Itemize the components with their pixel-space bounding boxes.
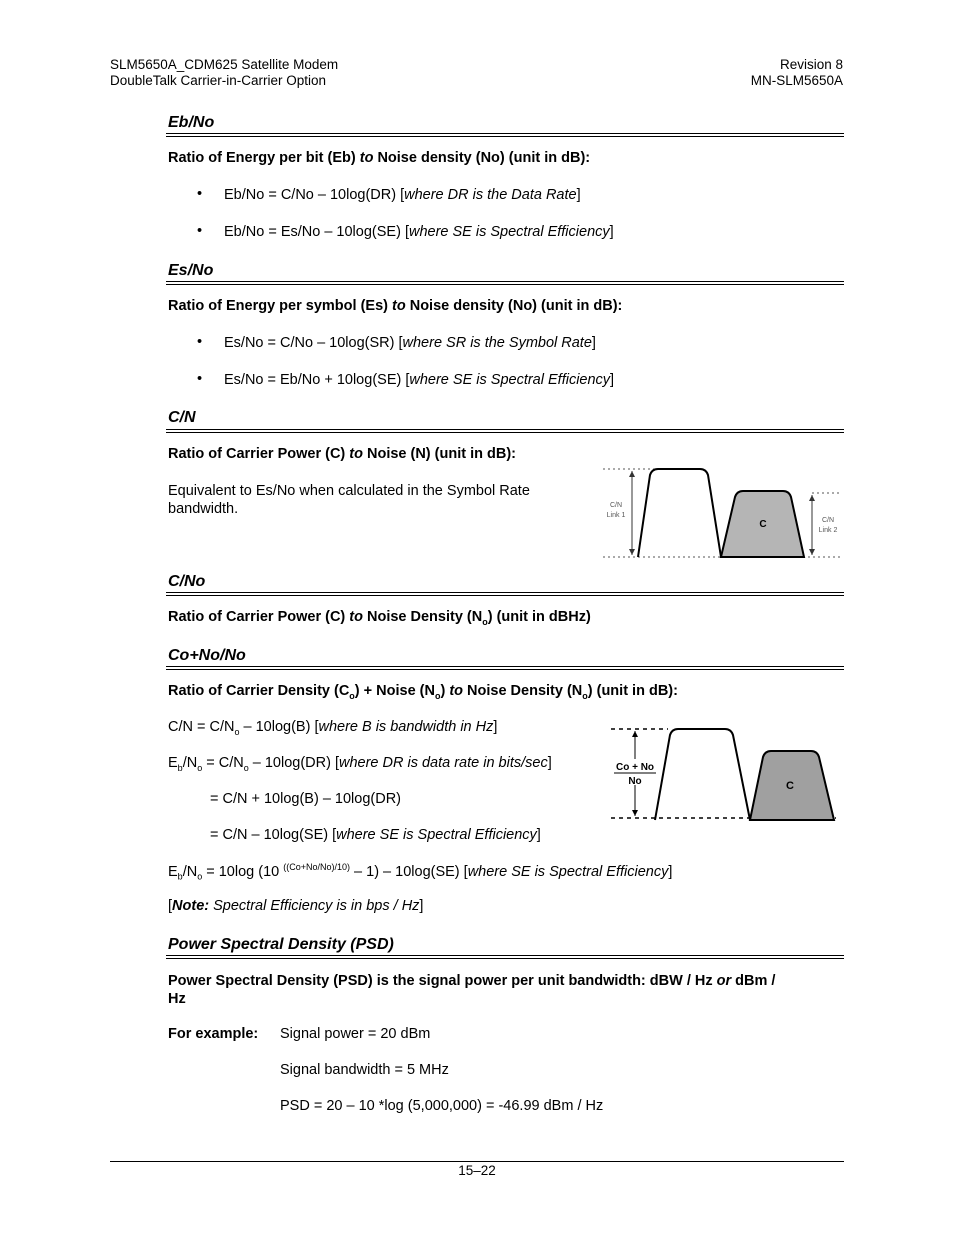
- header-doc-subtitle: DoubleTalk Carrier-in-Carrier Option: [110, 73, 327, 88]
- psd-sub-c: Hz: [168, 991, 186, 1007]
- ebno-b1-b: ]: [576, 187, 581, 203]
- psd-example-3: PSD = 20 – 10 *log (5,000,000) = -46.99 dBm / Hz: [280, 1098, 604, 1114]
- eq5-c: = 10log (10: [202, 863, 284, 880]
- conono-sub-o1: o: [349, 690, 355, 701]
- conono-sub-to: to: [449, 683, 464, 699]
- eq4-it: where SE is Spectral Efficiency: [336, 827, 537, 843]
- ebno-subtitle: [168, 150, 590, 166]
- psd-sub-a: Power Spectral Density (PSD) is the signal power per unit bandwidth: dBW / Hz: [168, 973, 717, 989]
- cn-link1-label-line1: C/N: [609, 502, 623, 509]
- cno-subtitle-sub: o: [482, 616, 488, 627]
- cno-subtitle-b: Noise Density (N: [362, 609, 483, 625]
- cno-subtitle: [168, 609, 591, 627]
- psd-title: Power Spectral Density (PSD): [168, 936, 394, 953]
- eq5-e: ]: [668, 863, 673, 880]
- header-revision: Revision 8: [779, 57, 843, 72]
- ebno-bullet-1: [224, 187, 581, 203]
- ebno-b2-b: ]: [609, 224, 614, 240]
- psd-title-rule: [166, 955, 844, 959]
- psd-example-1: Signal power = 20 dBm: [280, 1026, 431, 1042]
- eq1-a: C/N = C/N: [168, 719, 235, 735]
- esno-b2-a: Es/No = Eb/No + 10log(SE) [: [224, 372, 410, 388]
- psd-example-2: Signal bandwidth = 5 MHz: [280, 1062, 449, 1078]
- eq2-b: /N: [182, 755, 198, 771]
- conono-carrier-label: C: [786, 780, 794, 792]
- eq2-d: – 10log(DR) [: [248, 755, 339, 771]
- eq2-sub3: o: [243, 762, 249, 773]
- ebno-subtitle-b: Noise density (No) (unit in dB):: [373, 150, 591, 166]
- conono-diagram: [608, 723, 838, 823]
- eq5-sup: ((Co+No/No)/10): [283, 862, 351, 872]
- esno-b2-it: where SE is Spectral Efficiency: [409, 372, 611, 388]
- eq5-sub1: b: [177, 871, 183, 882]
- eq4-b: ]: [536, 827, 541, 843]
- cn-link2-label-line2: Link 2: [818, 527, 838, 534]
- note-a: [: [168, 898, 173, 914]
- ebno-b1-a: Eb/No = C/No – 10log(DR) [: [224, 187, 405, 203]
- esno-subtitle-to: to: [392, 298, 406, 314]
- conono-fig-label-bottom: No: [628, 776, 642, 787]
- ebno-subtitle-to: to: [359, 150, 374, 166]
- bullet-dot: •: [197, 371, 203, 387]
- bullet-dot: •: [197, 223, 203, 239]
- conono-sub-o3: o: [582, 690, 588, 701]
- page-number: 15–22: [458, 1163, 496, 1178]
- conono-eq-4: [210, 827, 541, 843]
- esno-subtitle: [168, 298, 622, 314]
- esno-title: Es/No: [168, 262, 214, 279]
- eq5-it: where SE is Spectral Efficiency: [467, 863, 669, 880]
- conono-fig-label-top: Co + No: [615, 762, 655, 773]
- cn-body: Equivalent to Es/No when calculated in the Symbol Rate bandwidth.: [168, 483, 530, 517]
- cn-link1-label-line2: Link 1: [606, 512, 626, 519]
- conono-sub-e: ) (unit in dB):: [587, 683, 678, 699]
- psd-subtitle: [168, 972, 838, 1008]
- header-right: [751, 57, 843, 89]
- conono-title: Co+No/No: [168, 647, 246, 664]
- eq5-a: E: [168, 863, 178, 880]
- cn-subtitle-b: Noise (N) (unit in dB):: [362, 446, 516, 462]
- conono-note: [168, 898, 423, 914]
- cno-subtitle-c: ) (unit in dBHz): [487, 609, 591, 625]
- note-bold: Note:: [172, 898, 210, 914]
- conono-subtitle: [168, 683, 678, 701]
- cn-title-rule: [166, 429, 844, 433]
- eq2-e: ]: [547, 755, 552, 771]
- conono-sub-c: ): [440, 683, 450, 699]
- esno-title-rule: [166, 281, 844, 285]
- eq4-a: = C/N – 10log(SE) [: [210, 827, 337, 843]
- esno-bullet-2: [224, 372, 614, 388]
- eq5-d: – 1) – 10log(SE) [: [350, 863, 468, 880]
- esno-b1-it: where SR is the Symbol Rate: [402, 335, 592, 351]
- conono-sub-b: ) + Noise (N: [354, 683, 435, 699]
- cno-title-rule: [166, 592, 844, 596]
- eq2-it: where DR is data rate in bits/sec: [338, 755, 548, 771]
- eq2-sub1: b: [177, 762, 183, 773]
- conono-eq-2: [168, 755, 552, 773]
- ebno-title: Eb/No: [168, 114, 215, 131]
- ebno-subtitle-a: Ratio of Energy per bit (Eb): [168, 150, 360, 166]
- bullet-dot: •: [197, 186, 203, 202]
- eq1-sub: o: [234, 726, 240, 737]
- cno-subtitle-to: to: [349, 609, 363, 625]
- conono-eq-5: [168, 862, 672, 882]
- ebno-b2-a: Eb/No = Es/No – 10log(SE) [: [224, 224, 409, 240]
- eq1-it: where B is bandwidth in Hz: [318, 719, 494, 735]
- esno-b1-a: Es/No = C/No – 10log(SR) [: [224, 335, 403, 351]
- eq2-c: = C/N: [202, 755, 244, 771]
- eq1-c: ]: [493, 719, 498, 735]
- cn-link2-label-line1: C/N: [821, 517, 835, 524]
- eq2-a: E: [168, 755, 178, 771]
- esno-bullet-1: [224, 335, 596, 351]
- cn-subtitle-a: Ratio of Carrier Power (C): [168, 446, 350, 462]
- cn-carrier-label: C: [759, 519, 767, 530]
- footer-rule: [110, 1161, 844, 1162]
- conono-eq-1: [168, 719, 497, 737]
- cno-subtitle-a: Ratio of Carrier Power (C): [168, 609, 350, 625]
- conono-title-rule: [166, 666, 844, 670]
- cn-subtitle: [168, 446, 516, 462]
- eq1-b: – 10log(B) [: [239, 719, 319, 735]
- esno-subtitle-b: Noise density (No) (unit in dB):: [405, 298, 623, 314]
- cn-subtitle-to: to: [349, 446, 363, 462]
- note-b: ]: [419, 898, 424, 914]
- note-it: Spectral Efficiency is in bps / Hz: [209, 898, 420, 914]
- cn-title: C/N: [168, 409, 196, 426]
- ebno-bullet-2: [224, 224, 614, 240]
- conono-sub-o2: o: [434, 690, 441, 701]
- ebno-b2-it: where SE is Spectral Efficiency: [408, 224, 610, 240]
- esno-b2-b: ]: [610, 372, 615, 388]
- cno-title: C/No: [168, 573, 206, 590]
- header-left: [110, 57, 338, 89]
- psd-sub-b: dBm /: [731, 973, 776, 989]
- cn-link-diagram: [600, 465, 844, 560]
- header-doc-title: SLM5650A_CDM625 Satellite Modem: [110, 57, 339, 72]
- ebno-title-rule: [166, 133, 844, 137]
- header-manual-number: MN-SLM5650A: [750, 73, 843, 88]
- psd-example-label: For example:: [168, 1026, 259, 1042]
- ebno-b1-it: where DR is the Data Rate: [404, 187, 577, 203]
- esno-subtitle-a: Ratio of Energy per symbol (Es): [168, 298, 392, 314]
- esno-b1-b: ]: [591, 335, 596, 351]
- bullet-dot: •: [197, 334, 203, 350]
- conono-sub-a: Ratio of Carrier Density (C: [168, 683, 350, 699]
- conono-eq-3: = C/N + 10log(B) – 10log(DR): [210, 791, 401, 807]
- eq2-sub2: o: [197, 762, 203, 773]
- conono-sub-d: Noise Density (N: [463, 683, 583, 699]
- eq5-b: /N: [182, 863, 198, 880]
- psd-sub-or: or: [716, 973, 732, 989]
- eq5-sub2: o: [197, 871, 203, 882]
